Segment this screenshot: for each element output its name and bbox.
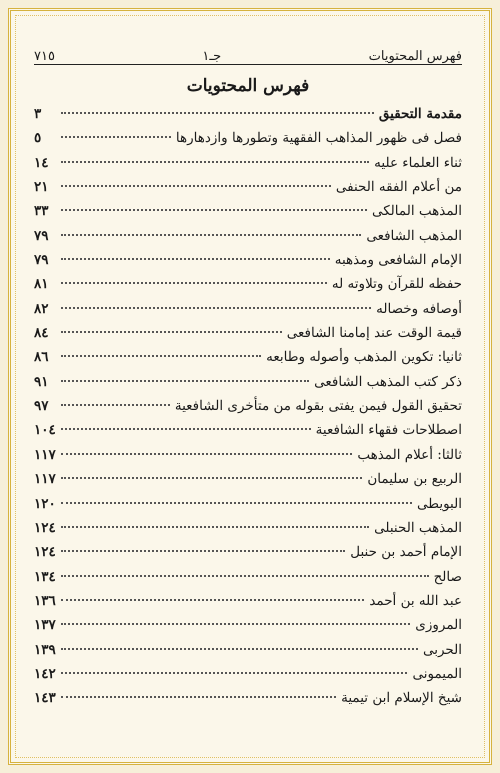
header-section-title: فهرس المحتويات (368, 49, 462, 64)
running-header (34, 40, 462, 65)
dot-leader (61, 161, 369, 163)
toc-entry (34, 662, 462, 686)
header-volume: جـ١ (202, 49, 222, 64)
toc-entry (34, 686, 462, 710)
toc-entry-page: ١٢٤ (34, 544, 56, 561)
dot-leader (61, 404, 170, 406)
toc-entry-title: مقدمة التحقيق (378, 106, 462, 122)
dot-leader (61, 599, 364, 601)
toc-entry-title: الربيع بن سليمان (367, 471, 462, 488)
toc-entry (34, 297, 462, 321)
toc-entry-title: الحربى (422, 641, 462, 658)
toc-entry-page: ٨٤ (34, 325, 49, 342)
toc-entry-title: المروزى (415, 617, 462, 634)
toc-entry (34, 370, 462, 394)
toc-entry (34, 321, 462, 345)
toc-entry-page: ١٢٤ (34, 519, 56, 536)
toc-entry-page: ١٤ (34, 154, 49, 171)
toc-entry-title: حفظه للقرآن وتلاوته له (331, 276, 462, 293)
toc-entry-page: ١٤٢ (34, 665, 56, 682)
toc-entry (34, 394, 462, 418)
toc-entry-page: ٨٢ (34, 300, 49, 317)
toc-entry-page: ١٠٤ (34, 422, 56, 439)
dot-leader (61, 380, 309, 382)
dot-leader (61, 112, 374, 114)
dot-leader (61, 355, 261, 357)
toc-entry (34, 175, 462, 199)
toc-entry (34, 151, 462, 175)
dot-leader (61, 696, 336, 698)
toc-entry-title: البويطى (417, 495, 462, 512)
toc-entry (34, 613, 462, 637)
dot-leader (61, 477, 362, 479)
toc-entry (34, 126, 462, 150)
toc-entry-page: ٥ (34, 130, 42, 147)
toc-entry-title: عبد الله بن أحمد (369, 592, 462, 609)
dot-leader (61, 209, 367, 211)
toc-entry-title: المذهب الحنبلى (374, 519, 462, 536)
dot-leader (61, 648, 418, 650)
dot-leader (61, 502, 412, 504)
dot-leader (61, 550, 345, 552)
toc-entry-title: فصل فى ظهور المذاهب الفقهية وتطورها وازدهارها (175, 130, 462, 147)
toc-entry-page: ٨٦ (34, 349, 49, 366)
toc-entry (34, 345, 462, 369)
toc-entry-page: ٧٩ (34, 252, 49, 269)
dot-leader (61, 575, 429, 577)
dot-leader (61, 185, 331, 187)
dot-leader (61, 453, 352, 455)
toc-entry-page: ٣ (34, 106, 42, 122)
dot-leader (61, 136, 171, 138)
header-page-number: ٧١٥ (34, 49, 55, 64)
dot-leader (61, 307, 371, 309)
toc-entry-page: ٢١ (34, 179, 49, 196)
toc-entry-title: تحقيق القول فيمن يفتى بقوله من متأخرى الشافعية (174, 398, 462, 415)
toc-entry (34, 638, 462, 662)
toc-entry (34, 248, 462, 272)
dot-leader (61, 331, 282, 333)
toc-entry (34, 492, 462, 516)
toc-entry (34, 565, 462, 589)
toc-entry-page: ١٣٦ (34, 592, 56, 609)
dot-leader (61, 428, 311, 430)
toc-entry-title: ثناء العلماء عليه (374, 154, 462, 171)
toc-entry-title: المذهب المالكى (371, 203, 462, 220)
toc-entry-page: ١٣٧ (34, 617, 56, 634)
toc-entry-page: ٨١ (34, 276, 49, 293)
toc-entry-page: ١٣٩ (34, 641, 56, 658)
toc-entry (34, 102, 462, 126)
toc-entry-page: ١١٧ (34, 471, 56, 488)
toc-entry-title: ذكر كتب المذهب الشافعى (314, 373, 462, 390)
dot-leader (61, 623, 410, 625)
toc-entry-title: ثانيا: تكوين المذهب وأصوله وطابعه (266, 349, 462, 366)
dot-leader (61, 526, 369, 528)
toc-entry (34, 443, 462, 467)
toc-entry-page: ١٤٣ (34, 690, 56, 707)
dot-leader (61, 258, 330, 260)
toc-entry-page: ٩١ (34, 373, 49, 390)
toc-entry-title: صالح (433, 568, 462, 585)
toc-entry-title: اصطلاحات فقهاء الشافعية (315, 422, 462, 439)
toc-entry (34, 199, 462, 223)
toc-entry (34, 540, 462, 564)
toc-entry-title: قيمة الوقت عند إمامنا الشافعى (286, 325, 462, 342)
page-title: فهرس المحتويات (186, 76, 310, 96)
toc-entry-page: ٩٧ (34, 398, 49, 415)
toc-entry (34, 467, 462, 491)
toc-entry-title: شيخ الإسلام ابن تيمية (341, 690, 462, 707)
dot-leader (61, 282, 327, 284)
toc-entry (34, 516, 462, 540)
toc-entry-title: أوصافه وخصاله (376, 300, 462, 317)
toc-entry (34, 272, 462, 296)
table-of-contents (34, 102, 462, 711)
toc-entry (34, 224, 462, 248)
toc-entry-title: الميمونى (412, 665, 462, 682)
toc-entry-page: ٧٩ (34, 227, 49, 244)
toc-entry-page: ١١٧ (34, 446, 56, 463)
toc-entry-title: من أعلام الفقه الحنفى (335, 179, 462, 196)
toc-entry-title: المذهب الشافعى (366, 227, 462, 244)
dot-leader (61, 672, 407, 674)
toc-entry (34, 589, 462, 613)
toc-entry-title: ثالثا: أعلام المذهب (357, 446, 462, 463)
toc-entry (34, 418, 462, 442)
toc-entry-title: الإمام أحمد بن حنبل (350, 544, 462, 561)
dot-leader (61, 234, 361, 236)
toc-entry-page: ١٣٤ (34, 568, 56, 585)
toc-entry-title: الإمام الشافعى ومذهبه (334, 252, 462, 269)
toc-entry-page: ١٢٠ (34, 495, 56, 512)
toc-entry-page: ٣٣ (34, 203, 49, 220)
document-page (34, 40, 462, 733)
